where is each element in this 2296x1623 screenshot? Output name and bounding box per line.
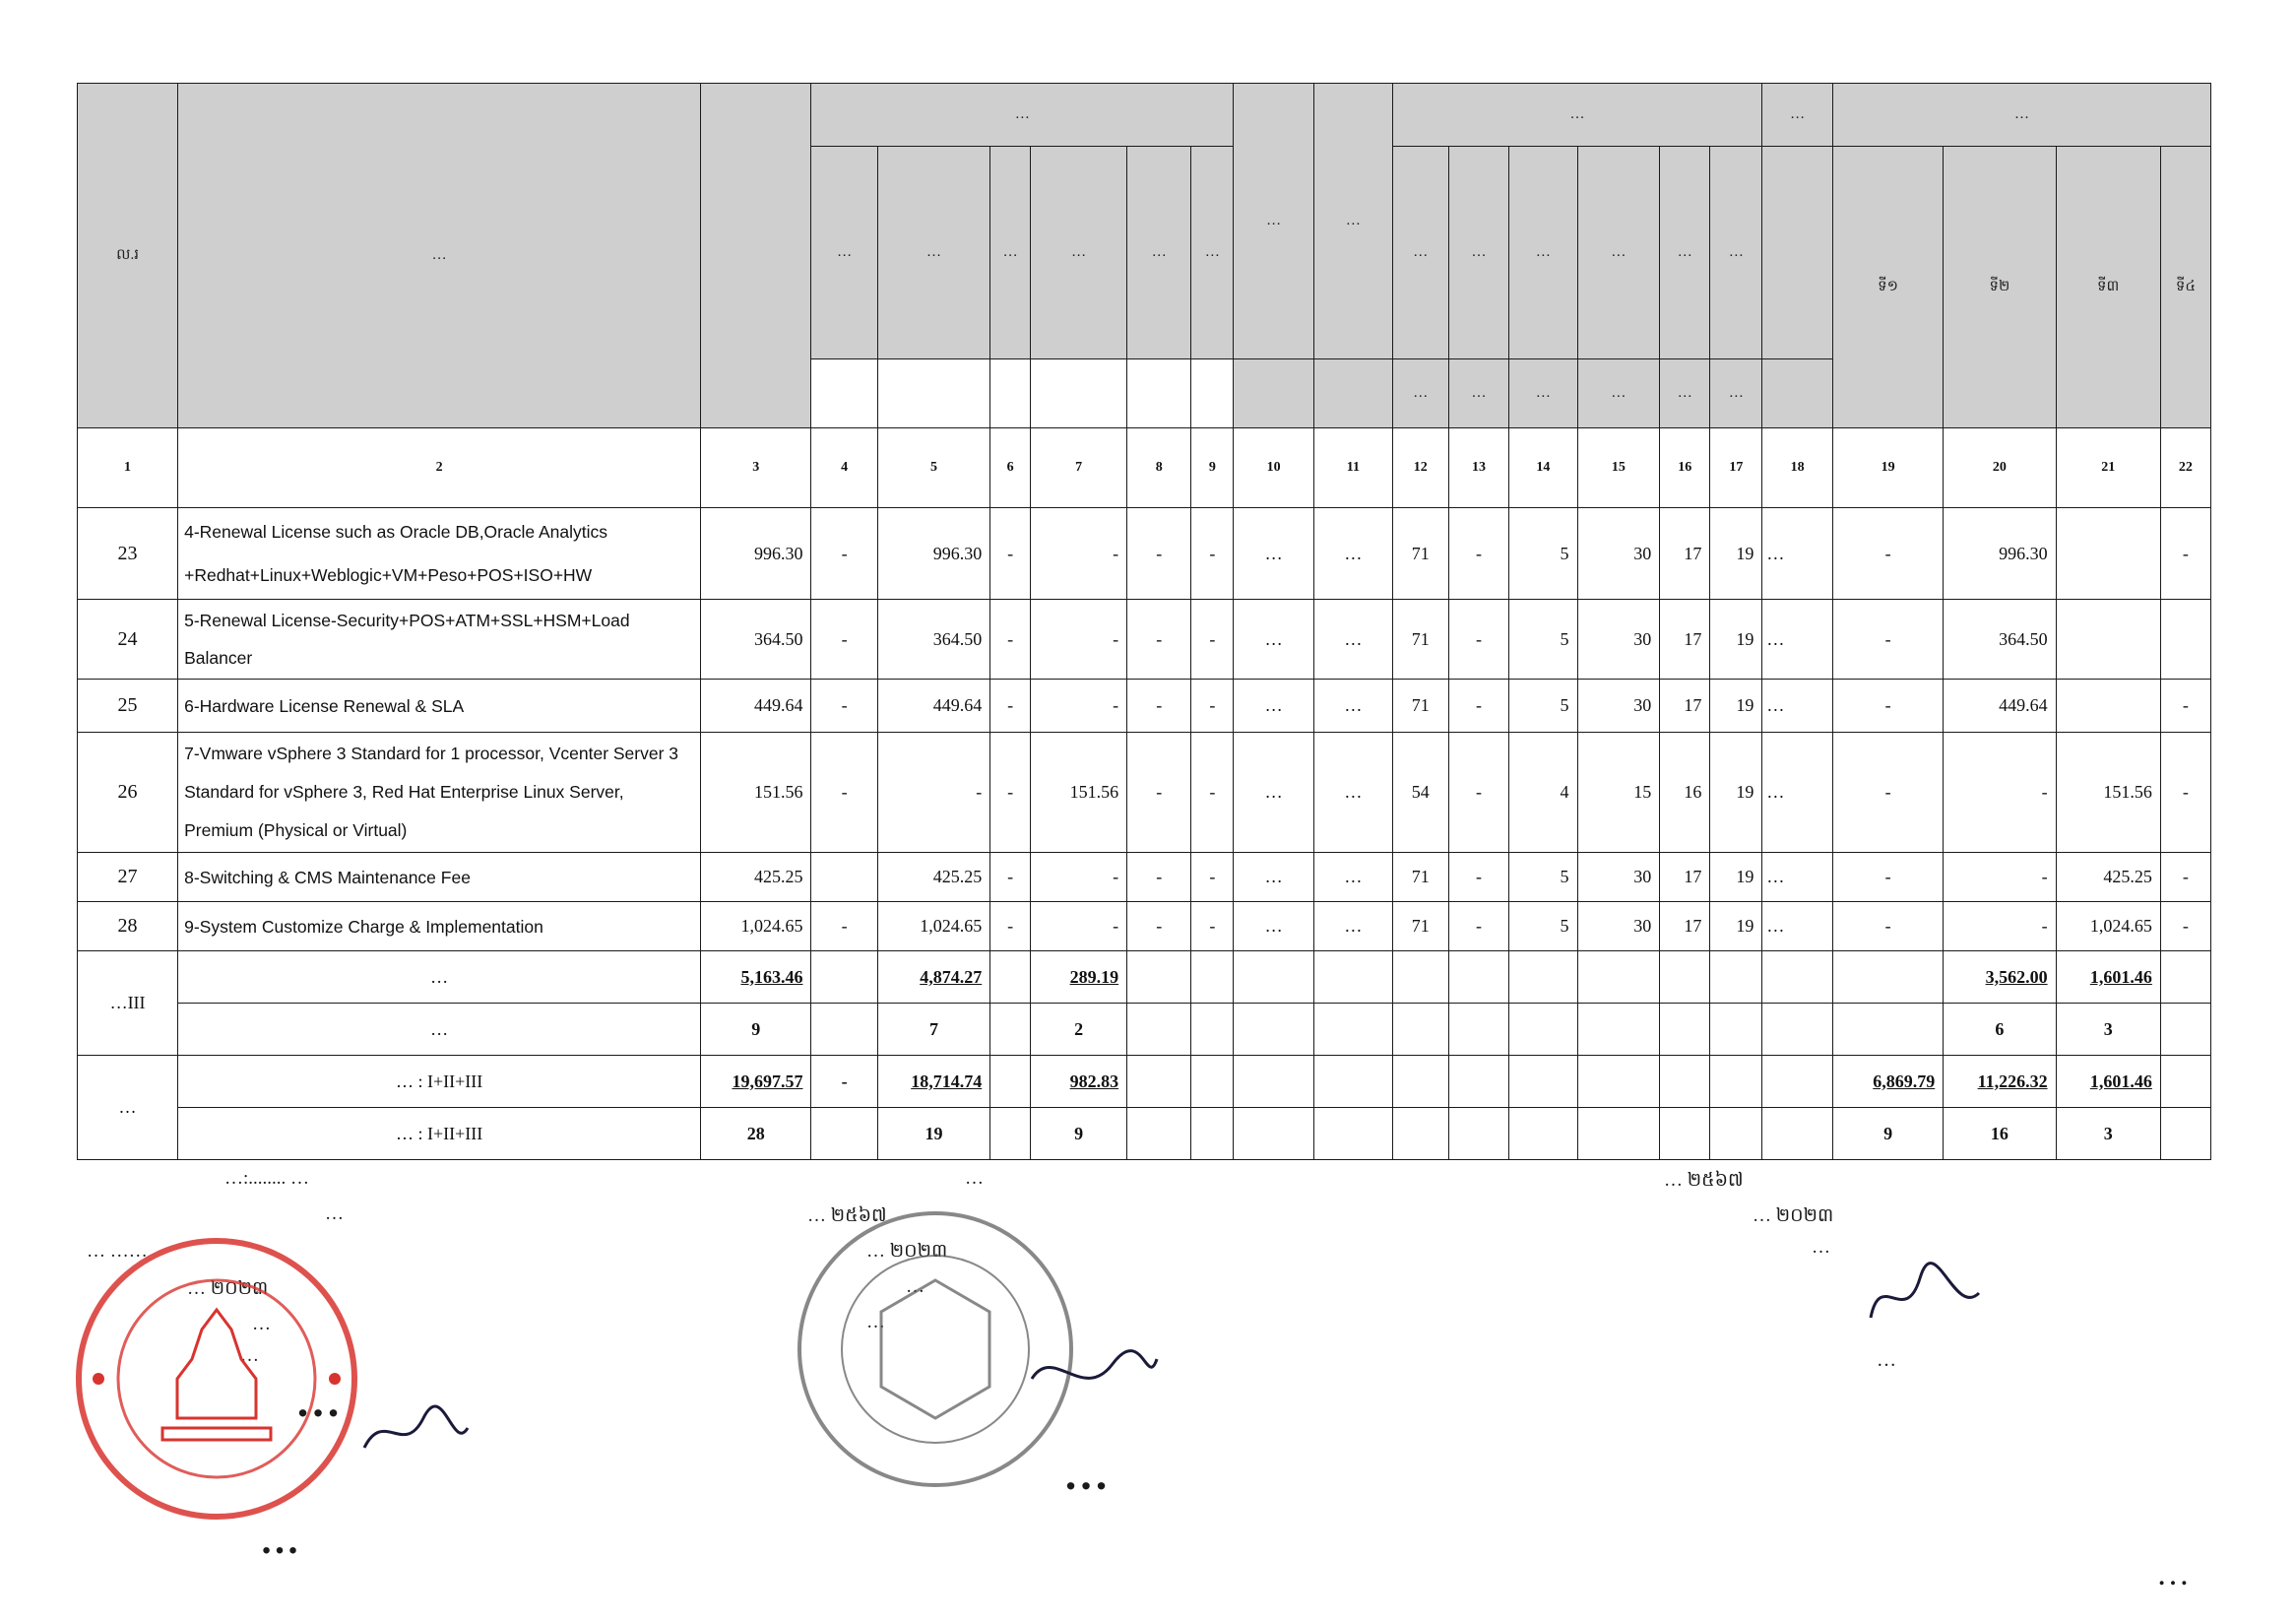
cell-c19: - xyxy=(1832,508,1943,600)
cell-c20: 996.30 xyxy=(1944,508,2056,600)
cell-c22 xyxy=(2160,600,2210,680)
left-line-2: … xyxy=(325,1203,344,1224)
right-line-3: … xyxy=(1812,1237,1830,1258)
table-body xyxy=(78,508,2211,951)
header-days-13: … xyxy=(1448,359,1508,428)
center-line-4: … xyxy=(906,1276,925,1297)
cell-c18: … xyxy=(1762,600,1832,680)
cell-c20: - xyxy=(1944,853,2056,902)
grand-cost-c7: 982.83 xyxy=(1031,1056,1127,1108)
description-line: Balancer xyxy=(184,648,253,668)
cell-c9: - xyxy=(1191,853,1234,902)
cell-c21 xyxy=(2056,600,2160,680)
empty-cell xyxy=(811,951,877,1004)
description-line: 4-Renewal License such as Oracle DB,Oracle Analytics xyxy=(184,522,608,542)
column-number-8: 8 xyxy=(1127,428,1191,508)
right-signatory-name: … xyxy=(1877,1349,1896,1371)
cell-c14: 5 xyxy=(1509,853,1577,902)
column-number-3: 3 xyxy=(701,428,811,508)
row-number: 25 xyxy=(78,680,178,733)
cell-c8: - xyxy=(1127,902,1191,951)
cell-c17: 19 xyxy=(1710,680,1762,733)
cell-c4: - xyxy=(811,680,877,733)
empty-cell xyxy=(990,951,1031,1004)
header-type: … xyxy=(178,84,701,428)
cell-c16: 17 xyxy=(1660,902,1710,951)
cell-c19: - xyxy=(1832,733,1943,853)
column-number-20: 20 xyxy=(1944,428,2056,508)
column-number-13: 13 xyxy=(1448,428,1508,508)
cell-c9: - xyxy=(1191,680,1234,733)
column-number-row xyxy=(78,428,2211,508)
cell-c3: 151.56 xyxy=(701,733,811,853)
subtotal-cost-c5: 4,874.27 xyxy=(877,951,989,1004)
cell-c19: - xyxy=(1832,680,1943,733)
row-description xyxy=(178,733,701,853)
cell-c11: … xyxy=(1314,853,1393,902)
cell-c8: - xyxy=(1127,733,1191,853)
cell-c18: … xyxy=(1762,853,1832,902)
cell-c6: - xyxy=(990,733,1031,853)
center-signature-icon xyxy=(1024,1339,1162,1408)
cell-c19: - xyxy=(1832,902,1943,951)
cell-c13: - xyxy=(1448,733,1508,853)
header-sub-9 xyxy=(1191,359,1234,428)
row-description xyxy=(178,853,701,902)
cell-c5: 1,024.65 xyxy=(877,902,989,951)
left-signatory-title: … xyxy=(295,1376,343,1426)
row-description xyxy=(178,600,701,680)
cell-c18: … xyxy=(1762,508,1832,600)
cell-c5: 996.30 xyxy=(877,508,989,600)
subtotal-label: …III xyxy=(78,951,178,1056)
column-number-22: 22 xyxy=(2160,428,2210,508)
cell-c7: - xyxy=(1031,600,1127,680)
cell-c9: - xyxy=(1191,600,1234,680)
column-number-16: 16 xyxy=(1660,428,1710,508)
header-quarter-group: … xyxy=(1832,84,2210,147)
cell-c3: 1,024.65 xyxy=(701,902,811,951)
right-signature-icon xyxy=(1861,1259,1989,1337)
cell-c16: 17 xyxy=(1660,600,1710,680)
left-line-4: … ២០២៣ xyxy=(187,1278,269,1299)
right-line-1: … ២៥៦៧ xyxy=(1664,1170,1744,1191)
grand-count-c3: 28 xyxy=(701,1108,811,1160)
grand-label: … xyxy=(78,1056,178,1160)
cell-c22: - xyxy=(2160,680,2210,733)
header-sub-6 xyxy=(990,359,1031,428)
table-row xyxy=(78,853,2211,902)
cell-c20: - xyxy=(1944,733,2056,853)
cell-c14: 5 xyxy=(1509,508,1577,600)
header-days-15: … xyxy=(1577,359,1660,428)
cell-c15: 30 xyxy=(1577,853,1660,902)
cell-c10: … xyxy=(1234,853,1314,902)
header-sub-5 xyxy=(877,359,989,428)
column-number-11: 11 xyxy=(1314,428,1393,508)
row-description xyxy=(178,902,701,951)
description-line: 6-Hardware License Renewal & SLA xyxy=(184,695,465,716)
cell-c7: 151.56 xyxy=(1031,733,1127,853)
cell-c3: 996.30 xyxy=(701,508,811,600)
header-period-14: … xyxy=(1509,147,1577,359)
cell-c16: 17 xyxy=(1660,853,1710,902)
header-period-16: … xyxy=(1660,147,1710,359)
cell-c18: … xyxy=(1762,733,1832,853)
grand-count-c21: 3 xyxy=(2056,1108,2160,1160)
row-number: 24 xyxy=(78,600,178,680)
header-sub-7 xyxy=(1031,359,1127,428)
subtotal-count-c5: 7 xyxy=(877,1004,989,1056)
center-line-2: … ២៥៦៧ xyxy=(807,1205,887,1226)
subtotal-count-row xyxy=(78,1004,2211,1056)
left-line-5: … xyxy=(252,1314,271,1334)
grand-cost-c5: 18,714.74 xyxy=(877,1056,989,1108)
grand-count-c20: 16 xyxy=(1944,1108,2056,1160)
cell-c14: 5 xyxy=(1509,902,1577,951)
header-col-5: … xyxy=(877,147,989,359)
grand-cost-c3: 19,697.57 xyxy=(701,1056,811,1108)
left-signatory-name: … xyxy=(260,1518,301,1562)
cell-c11: … xyxy=(1314,680,1393,733)
subtotal-count-c20: 6 xyxy=(1944,1004,2056,1056)
grand-count-label: … : I+II+III xyxy=(178,1108,701,1160)
cell-c13: - xyxy=(1448,902,1508,951)
header-sub-4 xyxy=(811,359,877,428)
column-number-2: 2 xyxy=(178,428,701,508)
subtotal-cost-c21: 1,601.46 xyxy=(2056,951,2160,1004)
column-number-10: 10 xyxy=(1234,428,1314,508)
cell-c22: - xyxy=(2160,508,2210,600)
center-line-3: … ២០២៣ xyxy=(866,1241,948,1262)
description-line: 7-Vmware vSphere 3 Standard for 1 processor, Vcenter Server 3 xyxy=(184,744,679,763)
description-line: 8-Switching & CMS Maintenance Fee xyxy=(184,867,471,887)
grand-count-c19: 9 xyxy=(1832,1108,1943,1160)
cell-c5: 364.50 xyxy=(877,600,989,680)
cell-c9: - xyxy=(1191,508,1234,600)
cell-c4: - xyxy=(811,600,877,680)
header-col-9: … xyxy=(1191,147,1234,359)
header-days-17: … xyxy=(1710,359,1762,428)
cell-c12: 71 xyxy=(1392,853,1448,902)
row-number: 23 xyxy=(78,508,178,600)
cell-c6: - xyxy=(990,853,1031,902)
description-line: 5-Renewal License-Security+POS+ATM+SSL+HSM+Load xyxy=(184,611,630,630)
cell-c14: 4 xyxy=(1509,733,1577,853)
cell-c8: - xyxy=(1127,508,1191,600)
cell-c7: - xyxy=(1031,853,1127,902)
cell-c18: … xyxy=(1762,680,1832,733)
cell-c13: - xyxy=(1448,680,1508,733)
cell-c4: - xyxy=(811,733,877,853)
row-number: 27 xyxy=(78,853,178,902)
column-number-17: 17 xyxy=(1710,428,1762,508)
cell-c11: … xyxy=(1314,733,1393,853)
corner-handwritten-mark: … xyxy=(2156,1556,2190,1592)
grand-cost-c21: 1,601.46 xyxy=(2056,1056,2160,1108)
cell-c7: - xyxy=(1031,508,1127,600)
cell-c10: … xyxy=(1234,902,1314,951)
cell-c6: - xyxy=(990,680,1031,733)
header-budget-group: … xyxy=(811,84,1234,147)
cell-c15: 30 xyxy=(1577,902,1660,951)
column-number-6: 6 xyxy=(990,428,1031,508)
description-line: 9-System Customize Charge & Implementation xyxy=(184,916,543,937)
table-row xyxy=(78,733,2211,853)
column-number-12: 12 xyxy=(1392,428,1448,508)
cell-c5: 449.64 xyxy=(877,680,989,733)
cell-c9: - xyxy=(1191,733,1234,853)
cell-c20: 449.64 xyxy=(1944,680,2056,733)
subtotal-cost-row xyxy=(78,951,2211,1004)
cell-c16: 17 xyxy=(1660,508,1710,600)
header-sub-10 xyxy=(1234,359,1314,428)
header-col-8: … xyxy=(1127,147,1191,359)
cell-c5: - xyxy=(877,733,989,853)
cell-c21 xyxy=(2056,508,2160,600)
cell-c16: 17 xyxy=(1660,680,1710,733)
column-number-9: 9 xyxy=(1191,428,1234,508)
cell-c4: - xyxy=(811,508,877,600)
header-quarter-4: ទី៤ xyxy=(2160,147,2210,428)
subtotal-cost-c3: 5,163.46 xyxy=(701,951,811,1004)
budget-table xyxy=(77,83,2211,1160)
description-line: Premium (Physical or Virtual) xyxy=(184,820,408,840)
cell-c10: … xyxy=(1234,508,1314,600)
grand-cost-c4: - xyxy=(811,1056,877,1108)
header-period-15: … xyxy=(1577,147,1660,359)
subtotal-cost-label: … xyxy=(178,951,701,1004)
header-receive: … xyxy=(1762,84,1832,147)
cell-c5: 425.25 xyxy=(877,853,989,902)
center-signatory-name: … xyxy=(1063,1449,1111,1499)
left-line-3: … …… xyxy=(87,1241,148,1262)
cell-c10: … xyxy=(1234,733,1314,853)
column-number-14: 14 xyxy=(1509,428,1577,508)
table-row xyxy=(78,680,2211,733)
header-col-7: … xyxy=(1031,147,1127,359)
table-row xyxy=(78,600,2211,680)
left-line-1: …:........ … xyxy=(224,1168,310,1189)
cell-c7: - xyxy=(1031,680,1127,733)
cell-c19: - xyxy=(1832,853,1943,902)
center-line-1: … xyxy=(965,1168,984,1189)
cell-c6: - xyxy=(990,508,1031,600)
subtotal-count-c3: 9 xyxy=(701,1004,811,1056)
description-line: Standard for vSphere 3, Red Hat Enterprise Linux Server, xyxy=(184,782,624,802)
cell-c15: 15 xyxy=(1577,733,1660,853)
cell-c8: - xyxy=(1127,680,1191,733)
header-period-13: … xyxy=(1448,147,1508,359)
header-period-17: … xyxy=(1710,147,1762,359)
header-quarter-2: ទី២ xyxy=(1944,147,2056,428)
cell-c8: - xyxy=(1127,600,1191,680)
left-signature-icon xyxy=(354,1398,473,1467)
cell-c21: 425.25 xyxy=(2056,853,2160,902)
subtotal-cost-c7: 289.19 xyxy=(1031,951,1127,1004)
header-total xyxy=(701,84,811,428)
table-row xyxy=(78,902,2211,951)
cell-c21: 1,024.65 xyxy=(2056,902,2160,951)
grand-cost-c20: 11,226.32 xyxy=(1944,1056,2056,1108)
header-period-label-2: … xyxy=(1314,84,1393,359)
cell-c15: 30 xyxy=(1577,600,1660,680)
column-number-21: 21 xyxy=(2056,428,2160,508)
cell-c13: - xyxy=(1448,508,1508,600)
row-number: 28 xyxy=(78,902,178,951)
grand-cost-label: … : I+II+III xyxy=(178,1056,701,1108)
header-quarter-3: ទី៣ xyxy=(2056,147,2160,428)
cell-c12: 71 xyxy=(1392,680,1448,733)
header-days-14: … xyxy=(1509,359,1577,428)
cell-c12: 54 xyxy=(1392,733,1448,853)
grand-count-row xyxy=(78,1108,2211,1160)
row-description xyxy=(178,680,701,733)
grand-count-c7: 9 xyxy=(1031,1108,1127,1160)
header-col-6: … xyxy=(990,147,1031,359)
row-number: 26 xyxy=(78,733,178,853)
cell-c14: 5 xyxy=(1509,600,1577,680)
cell-c17: 19 xyxy=(1710,853,1762,902)
header-sub-18 xyxy=(1762,359,1832,428)
header-days-16: … xyxy=(1660,359,1710,428)
cell-c22: - xyxy=(2160,853,2210,902)
column-number-1: 1 xyxy=(78,428,178,508)
cell-c21: 151.56 xyxy=(2056,733,2160,853)
cell-c16: 16 xyxy=(1660,733,1710,853)
cell-c21 xyxy=(2056,680,2160,733)
header-no: ល.រ xyxy=(78,84,178,428)
grand-cost-row xyxy=(78,1056,2211,1108)
description-line: +Redhat+Linux+Weblogic+VM+Peso+POS+ISO+HW xyxy=(184,565,593,585)
right-line-2: … ២០២៣ xyxy=(1753,1205,1834,1226)
header-days-12: … xyxy=(1392,359,1448,428)
subtotal-count-c7: 2 xyxy=(1031,1004,1127,1056)
cell-c17: 19 xyxy=(1710,733,1762,853)
left-line-6: … xyxy=(240,1345,259,1366)
column-number-7: 7 xyxy=(1031,428,1127,508)
cell-c10: … xyxy=(1234,600,1314,680)
column-number-18: 18 xyxy=(1762,428,1832,508)
cell-c10: … xyxy=(1234,680,1314,733)
table-row xyxy=(78,508,2211,600)
cell-c9: - xyxy=(1191,902,1234,951)
column-number-15: 15 xyxy=(1577,428,1660,508)
cell-c14: 5 xyxy=(1509,680,1577,733)
column-number-19: 19 xyxy=(1832,428,1943,508)
cell-c18: … xyxy=(1762,902,1832,951)
cell-c4 xyxy=(811,853,877,902)
cell-c4: - xyxy=(811,902,877,951)
cell-c19: - xyxy=(1832,600,1943,680)
subtotal-cost-c20: 3,562.00 xyxy=(1944,951,2056,1004)
header-period-label-1: … xyxy=(1234,84,1314,359)
cell-c17: 19 xyxy=(1710,600,1762,680)
cell-c6: - xyxy=(990,600,1031,680)
grand-cost-c19: 6,869.79 xyxy=(1832,1056,1943,1108)
cell-c12: 71 xyxy=(1392,600,1448,680)
cell-c12: 71 xyxy=(1392,902,1448,951)
cell-c13: - xyxy=(1448,600,1508,680)
cell-c22: - xyxy=(2160,733,2210,853)
cell-c12: 71 xyxy=(1392,508,1448,600)
cell-c7: - xyxy=(1031,902,1127,951)
cell-c6: - xyxy=(990,902,1031,951)
subtotal-count-label: … xyxy=(178,1004,701,1056)
column-number-4: 4 xyxy=(811,428,877,508)
center-line-5: … xyxy=(866,1312,885,1332)
header-period-12: … xyxy=(1392,147,1448,359)
cell-c3: 449.64 xyxy=(701,680,811,733)
cell-c13: - xyxy=(1448,853,1508,902)
header-sub-11 xyxy=(1314,359,1393,428)
header-period: … xyxy=(1392,84,1762,147)
cell-c22: - xyxy=(2160,902,2210,951)
header-sub-8 xyxy=(1127,359,1191,428)
header-quarter-1: ទី១ xyxy=(1832,147,1943,428)
cell-c8: - xyxy=(1127,853,1191,902)
cell-c11: … xyxy=(1314,902,1393,951)
cell-c15: 30 xyxy=(1577,680,1660,733)
grand-count-c5: 19 xyxy=(877,1108,989,1160)
row-description xyxy=(178,508,701,600)
cell-c17: 19 xyxy=(1710,902,1762,951)
cell-c3: 364.50 xyxy=(701,600,811,680)
cell-c20: - xyxy=(1944,902,2056,951)
cell-c3: 425.25 xyxy=(701,853,811,902)
cell-c17: 19 xyxy=(1710,508,1762,600)
cell-c11: … xyxy=(1314,508,1393,600)
cell-c20: 364.50 xyxy=(1944,600,2056,680)
header-col-4: … xyxy=(811,147,877,359)
subtotal-count-c21: 3 xyxy=(2056,1004,2160,1056)
cell-c11: … xyxy=(1314,600,1393,680)
column-number-5: 5 xyxy=(877,428,989,508)
header-receive-sub xyxy=(1762,147,1832,359)
cell-c15: 30 xyxy=(1577,508,1660,600)
